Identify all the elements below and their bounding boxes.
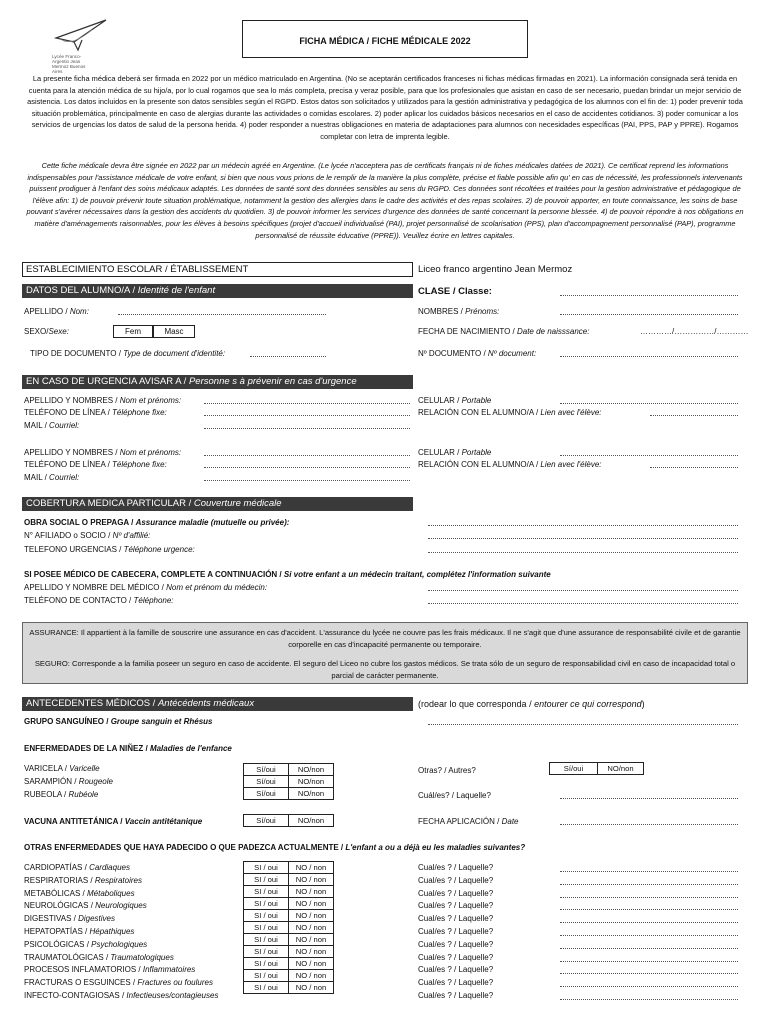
emergency-relation-field[interactable] [650, 467, 738, 468]
condition-which-field[interactable] [560, 973, 738, 974]
emergency-name-field[interactable] [204, 455, 410, 456]
condition-which-field[interactable] [560, 961, 738, 962]
surname-label: APELLIDO / Nom: [24, 307, 89, 316]
condition-which-label: Cual/es ? / Laquelle? [418, 888, 494, 898]
condition-which-field[interactable] [560, 948, 738, 949]
emergency-cell-field[interactable] [560, 403, 738, 404]
urgent-phone-label: TELEFONO URGENCIAS / Téléphone urgence: [24, 545, 195, 554]
condition-label: NEUROLÓGICAS / Neurologiques [24, 901, 147, 911]
insurance-notice [22, 622, 748, 684]
names-label: NOMBRES / Prénoms: [418, 307, 500, 316]
condition-no-option[interactable]: NO / non [289, 862, 334, 874]
tetanus-yes-option[interactable]: Sí/oui [244, 815, 289, 827]
sex-masc-option[interactable]: Masc [153, 325, 195, 338]
condition-label: CARDIOPATÍAS / Cardiaques [24, 863, 130, 872]
condition-no-option[interactable]: NO / non [289, 946, 334, 958]
condition-label: METABÓLICAS / Métaboliques [24, 888, 135, 898]
tetanus-date-label: FECHA APLICACIÓN / Date [418, 817, 519, 826]
surname-field[interactable] [118, 314, 326, 315]
condition-which-label: Cual/es ? / Laquelle? [418, 914, 494, 924]
condition-no-option[interactable]: NO / non [289, 970, 334, 982]
doctor-phone-field[interactable] [428, 603, 738, 604]
condition-label: PSICOLÓGICAS / Psychologiques [24, 939, 148, 949]
tetanus-label: VACUNA ANTITETÁNICA / Vaccin antitétanique [24, 817, 203, 826]
condition-label: HEPATOPATÍAS / Hépathiques [24, 927, 135, 936]
childhood-heading: ENFERMEDADES DE LA NIÑEZ / Maladies de l'enfance [24, 744, 232, 753]
condition-yes-option[interactable]: SI / oui [244, 934, 289, 946]
blood-label: GRUPO SANGUÍNEO / Groupe sanguin et Rhésus [24, 717, 213, 726]
school-logo [52, 18, 110, 74]
insurance-notice-fr: ASSURANCE: Il appartient à la famille de souscrire une assurance en cas d'accident. L'assurance du lycée ne couvre pas les frais médicaux. Il ne s'agit que d'une assurance de responsabilité civile et de garantie corporelle en cas d'incapacité permanente ou temporaire. [29, 628, 741, 649]
condition-yes-option[interactable]: SI / oui [244, 958, 289, 970]
condition-yes-option[interactable]: SI / oui [244, 946, 289, 958]
member-label: N° AFILIADO o SOCIO / Nº d'affilié: [24, 531, 151, 540]
condition-label: PROCESOS INFLAMATORIOS / Inflammatoires [24, 965, 196, 975]
others-yes-option[interactable]: Sí/oui [550, 763, 598, 775]
emergency-name-label: APELLIDO Y NOMBRES / Nom et prénoms: [24, 448, 182, 457]
emergency-relation-field[interactable] [650, 415, 738, 416]
emergency-mail-label: MAIL / Courriel: [24, 473, 80, 482]
emergency-mail-field[interactable] [204, 480, 410, 481]
tetanus-date-field[interactable] [560, 824, 738, 825]
condition-label: TRAUMATOLÓGICAS / Traumatologiques [24, 952, 174, 962]
condition-yes-option[interactable]: SI / oui [244, 910, 289, 922]
childhood-yes-option[interactable]: Sí/oui [244, 764, 289, 776]
condition-which-label: Cual/es ? / Laquelle? [418, 939, 494, 949]
condition-which-label: Cual/es ? / Laquelle? [418, 927, 494, 936]
student-section-title: DATOS DEL ALUMNO/A [26, 285, 130, 296]
condition-label: FRACTURAS O ESGUINCES / Fractures ou foulures [24, 978, 213, 988]
emergency-name-field[interactable] [204, 403, 410, 404]
doctor-heading: SI POSEE MÉDICO DE CABECERA, COMPLETE A CONTINUACIÓN / Si votre enfant a un médecin traitant, complétez l'information suivante [24, 570, 551, 579]
emergency-phone-label: TELÉFONO DE LÍNEA / Téléphone fixe: [24, 408, 167, 417]
paper-plane-icon [52, 18, 110, 52]
condition-which-field[interactable] [560, 986, 738, 987]
establishment-value: Liceo franco argentino Jean Mermoz [418, 264, 573, 275]
condition-no-option[interactable]: NO / non [289, 898, 334, 910]
condition-yes-option[interactable]: SI / oui [244, 982, 289, 994]
doc-type-label: TIPO DE DOCUMENTO / Type de document d'identité: [30, 349, 226, 358]
emergency-cell-label: CELULAR / Portable [418, 396, 492, 405]
condition-yes-option[interactable]: SI / oui [244, 970, 289, 982]
class-field[interactable] [560, 295, 738, 296]
insurance-notice-es: SEGURO: Corresponde a la familia poseer un seguro en caso de accidente. El seguro del Liceo no cubre los gastos médicos. Se trata sólo de un seguro de responsabilidad civil en caso de incapacidad total o parcial de carácter permanente. [34, 659, 736, 680]
emergency-cell-field[interactable] [560, 455, 738, 456]
childhood-no-option[interactable]: NO/non [289, 764, 334, 776]
doc-num-field[interactable] [560, 356, 738, 357]
condition-no-option[interactable]: NO / non [289, 982, 334, 994]
condition-no-option[interactable]: NO / non [289, 934, 334, 946]
others-label: Otras? / Autres? [418, 766, 476, 775]
condition-which-field[interactable] [560, 897, 738, 898]
doc-num-label: Nº DOCUMENTO / Nº document: [418, 349, 537, 358]
member-field[interactable] [428, 538, 738, 539]
condition-which-label: Cual/es ? / Laquelle? [418, 952, 494, 962]
emergency-relation-label: RELACIÓN CON EL ALUMNO/A / Lien avec l'élève: [418, 408, 602, 417]
others-which-label: Cuál/es? / Laquelle? [418, 791, 491, 800]
sex-label: SEXO/Sexe: [24, 327, 69, 336]
condition-which-label: Cual/es ? / Laquelle? [418, 875, 494, 885]
social-label: OBRA SOCIAL O PREPAGA / Assurance maladie (mutuelle ou privée): [24, 518, 290, 527]
emergency-name-label: APELLIDO Y NOMBRES / Nom et prénoms: [24, 396, 182, 405]
condition-which-field[interactable] [560, 884, 738, 885]
childhood-yes-option[interactable]: Sí/oui [244, 776, 289, 788]
emergency-phone-label: TELÉFONO DE LÍNEA / Téléphone fixe: [24, 460, 167, 469]
establishment-label: ESTABLECIMIENTO ESCOLAR / ÉTABLISSEMENT [26, 264, 249, 275]
doctor-name-field[interactable] [428, 590, 738, 591]
condition-no-option[interactable]: NO / non [289, 874, 334, 886]
childhood-disease-label: VARICELA / Varicelle [24, 764, 100, 773]
emergency-phone-field[interactable] [204, 415, 410, 416]
doc-type-field[interactable] [250, 356, 326, 357]
emergency-relation-label: RELACIÓN CON EL ALUMNO/A / Lien avec l'élève: [418, 460, 602, 469]
emergency-phone-field[interactable] [204, 467, 410, 468]
tetanus-yes-no-table [243, 814, 334, 827]
others-no-option[interactable]: NO/non [598, 763, 644, 775]
history-section-bar: ANTECEDENTES MÉDICOS / Antécédents médicaux [22, 697, 413, 711]
current-diseases-heading: OTRAS ENFERMEDADES QUE HAYA PADECIDO O QUE PADEZCA ACTUALMENTE / L'enfant a ou a déjà eu les maladies suivantes? [24, 843, 526, 852]
condition-which-label: Cual/es ? / Laquelle? [418, 965, 494, 975]
condition-which-label: Cual/es ? / Laquelle? [418, 901, 494, 911]
others-yes-no-table [549, 762, 644, 775]
childhood-disease-label: RUBEOLA / Rubéole [24, 790, 99, 799]
emergency-section-bar: EN CASO DE URGENCIA AVISAR A / Personne s à prévenir en cas d'urgence [22, 375, 413, 389]
student-section-title-fr: Identité de l'enfant [137, 285, 216, 296]
doctor-name-label: APELLIDO Y NOMBRE DEL MÉDICO / Nom et prénom du médecin: [24, 583, 268, 592]
condition-which-field[interactable] [560, 871, 738, 872]
condition-no-option[interactable]: NO / non [289, 910, 334, 922]
birth-field[interactable]: …………/……………/………… [640, 327, 749, 336]
condition-label: INFECTO-CONTAGIOSAS / Infectieuses/contagieuses [24, 991, 219, 1000]
tetanus-no-option[interactable]: NO/non [289, 815, 334, 827]
childhood-no-option[interactable]: NO/non [289, 788, 334, 800]
condition-label: DIGESTIVAS / Digestives [24, 914, 115, 924]
page-title: FICHA MÉDICA / FICHE MÉDICALE 2022 [299, 36, 471, 46]
condition-yes-option[interactable]: SI / oui [244, 886, 289, 898]
condition-which-field[interactable] [560, 922, 738, 923]
blood-field[interactable] [428, 724, 738, 725]
condition-which-label: Cual/es ? / Laquelle? [418, 978, 494, 988]
intro-es: La presente ficha médica deberá ser firmada en 2022 por un médico matriculado en Argentina. (No se aceptarán certificados franceses ni fichas médicas firmadas en 2021). La información consignada será tenida en cuenta para la atención médica de su hijo/a, por lo cual rogamos que sea lo más completa, precisa y veraz posible, para que los profesionales que asistan en caso de ser necesario, puedan brindar un mejor servicio de asistencia. Los datos incluidos en la presente son datos sensibles según el RGPD. Estos datos son solicitados y utilizados para la gestión administrativa y pedagógica de los alumnos con el fin de: 1) poder prevenir toda situación problemática, principalmente en caso de alergias durante las actividades o comidas escolares. 2) poder aplicar los cuidados básicos necesarios en el caso de accidentes cotidianos. 3) poder comunicar a los servicios de urgencias los datos de salud de la persona herida. 4) poder responder a nuestras obligaciones en materia de adaptaciones para alumnos con necesidades específicas (PAI, PPS, PAP y PPRE). Rogamos completar con letra de imprenta legible. [27, 74, 743, 141]
condition-which-field[interactable] [560, 935, 738, 936]
logo-text: Lycée Franco-Argentin Jean Mermoz Buenos Aires [52, 54, 86, 74]
condition-yes-option[interactable]: SI / oui [244, 898, 289, 910]
sex-fem-option[interactable]: Fem [113, 325, 153, 338]
condition-yes-option[interactable]: SI / oui [244, 874, 289, 886]
page-title-box [242, 20, 528, 58]
condition-yes-option[interactable]: SI / oui [244, 922, 289, 934]
circle-instruction: (rodear lo que corresponda / entourer ce qui correspond) [418, 699, 645, 709]
doctor-phone-label: TELÉFONO DE CONTACTO / Téléphone: [24, 596, 174, 605]
condition-which-field[interactable] [560, 909, 738, 910]
names-field[interactable] [560, 314, 738, 315]
establishment-label-box [22, 262, 413, 277]
condition-yes-option[interactable]: SI / oui [244, 862, 289, 874]
condition-which-label: Cual/es ? / Laquelle? [418, 863, 494, 872]
childhood-no-option[interactable]: NO/non [289, 776, 334, 788]
emergency-mail-label: MAIL / Courriel: [24, 421, 80, 430]
emergency-cell-label: CELULAR / Portable [418, 448, 492, 457]
student-section-bar: DATOS DEL ALUMNO/A / Identité de l'enfant [22, 284, 413, 298]
conditions-yes-no-table [243, 861, 334, 994]
condition-label: RESPIRATORIAS / Respiratoires [24, 875, 142, 885]
condition-no-option[interactable]: NO / non [289, 958, 334, 970]
birth-label: FECHA DE NACIMIENTO / Date de naisssance: [418, 327, 590, 336]
class-label: CLASE / Classe: [418, 286, 492, 297]
coverage-section-bar: COBERTURA MEDICA PARTICULAR / Couverture médicale [22, 497, 413, 511]
intro-fr: Cette fiche médicale devra être signée en 2022 par un médecin agréé en Argentine. (Le lycée n'acceptera pas de certificats français ni de fiches médicales datées de 2021). Ce certificat reprend les informations indispensables pour l'assistance médicale de votre enfant, si bien que nous vous prions de le remplir de la manière la plus complète, précise et fiable possible afin qu' en cas de nécessité, les professionnels intervenants puissent prodiguer à l'enfant des soins médicaux adaptés. Les données de santé sont des données sensibles au sens du RGPD. Ces données sont récoltées et traitées pour la gestion administrative et pédagogique de l'élève afin: 1) de pouvoir prévenir toute situation problématique, notamment la gestion des allergies dans le cadre des activités et des repas scolaires. 2) de pouvoir apporter, en toute connaissance, les soins de base pouvant s'avérer nécessaires dans la gestion des accidents du quotidien. 3) de pouvoir informer les services d'urgence des données de santé concernant la personne blessée. 4) de pouvoir répondre à nos obligations en matière d'aménagements raisonnables, pour les élèves à besoins spécifiques (projet d'accueil individualisé (PAI), projet personnalisé de scolarisation (PPS), plan d'accompagnement personnalisé (PAP), programme personnalisé de réussite éducative (PPRE)). Veuillez écrire en lettres capitales. [26, 161, 744, 240]
childhood-yes-no-table [243, 763, 334, 800]
childhood-disease-label: SARAMPIÓN / Rougeole [24, 777, 113, 786]
childhood-yes-option[interactable]: Sí/oui [244, 788, 289, 800]
urgent-phone-field[interactable] [428, 552, 738, 553]
condition-no-option[interactable]: NO / non [289, 922, 334, 934]
condition-no-option[interactable]: NO / non [289, 886, 334, 898]
condition-which-field[interactable] [560, 999, 738, 1000]
condition-which-label: Cual/es ? / Laquelle? [418, 991, 494, 1000]
social-field[interactable] [428, 525, 738, 526]
others-which-field[interactable] [560, 798, 738, 799]
emergency-mail-field[interactable] [204, 428, 410, 429]
